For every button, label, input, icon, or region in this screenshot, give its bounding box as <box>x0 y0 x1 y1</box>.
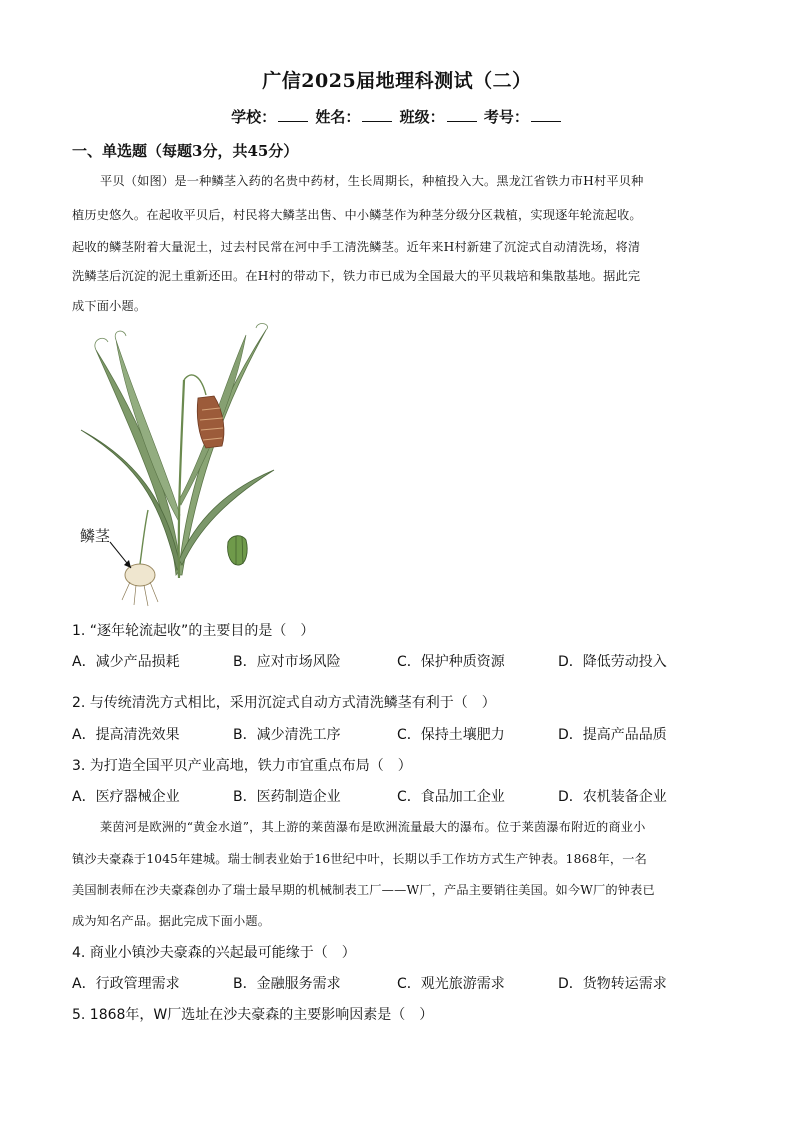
option-a[interactable]: A．医疗器械企业 <box>72 789 180 805</box>
question-stem: 3. 为打造全国平贝产业高地，铁力市宜重点布局（ ） <box>72 758 412 774</box>
option-c[interactable]: C．食品加工企业 <box>397 789 505 805</box>
number-label: 考号： <box>483 108 529 126</box>
class-blank[interactable] <box>447 108 477 122</box>
passage1-line: 平贝（如图）是一种鳞茎入药的名贵中药材，生长周期长，种植投入大。黑龙江省铁力市H村平贝种 <box>100 174 644 188</box>
question-stem: 1. “逐年轮流起收”的主要目的是（ ） <box>72 623 315 639</box>
option-b[interactable]: B．医药制造企业 <box>233 789 341 805</box>
number-blank[interactable] <box>531 108 561 122</box>
fritillaria-plant-illustration <box>76 320 276 608</box>
bulb-label: 鳞茎 <box>80 527 111 545</box>
passage1-line: 洗鳞茎后沉淀的泥土重新还田。在H村的带动下，铁力市已成为全国最大的平贝栽培和集散基地。据此完 <box>72 269 641 283</box>
option-c[interactable]: C．观光旅游需求 <box>397 976 505 992</box>
option-d[interactable]: D．降低劳动投入 <box>558 654 667 670</box>
exam-title: 广信2025届地理科测试（二） <box>262 70 532 92</box>
question-stem: 2. 与传统清洗方式相比，采用沉淀式自动方式清洗鳞茎有利于（ ） <box>72 695 496 711</box>
passage2-line: 美国制表师在沙夫豪森创办了瑞士最早期的机械制表工厂——W厂，产品主要销往美国。如今W厂的钟表已 <box>72 883 655 897</box>
name-label: 姓名： <box>315 108 361 126</box>
passage2-line: 莱茵河是欧洲的“黄金水道”，其上游的莱茵瀑布是欧洲流量最大的瀑布。位于莱茵瀑布附近的商业小 <box>100 820 646 834</box>
option-d[interactable]: D．农机装备企业 <box>558 789 667 805</box>
class-label: 班级： <box>399 108 445 126</box>
passage2-line: 镇沙夫豪森于1045年建城。瑞士制表业始于16世纪中叶，长期以手工作坊方式生产钟表。1868年，一名 <box>72 852 648 866</box>
option-b[interactable]: B．应对市场风险 <box>233 654 341 670</box>
school-blank[interactable] <box>278 108 308 122</box>
option-a[interactable]: A．减少产品损耗 <box>72 654 180 670</box>
passage1-line: 成下面小题。 <box>72 299 147 313</box>
question-stem: 4. 商业小镇沙夫豪森的兴起最可能缘于（ ） <box>72 945 356 961</box>
option-a[interactable]: A．提高清洗效果 <box>72 727 180 743</box>
passage1-line: 起收的鳞茎附着大量泥土，过去村民常在河中手工清洗鳞茎。近年来H村新建了沉淀式自动清洗场，将清 <box>72 240 641 254</box>
passage2-line: 成为知名产品。据此完成下面小题。 <box>72 914 271 928</box>
section-heading: 一、单选题（每题3分，共45分） <box>72 142 299 160</box>
option-d[interactable]: D．货物转运需求 <box>558 976 667 992</box>
name-blank[interactable] <box>362 108 392 122</box>
option-c[interactable]: C．保持土壤肥力 <box>397 727 505 743</box>
option-a[interactable]: A．行政管理需求 <box>72 976 180 992</box>
option-b[interactable]: B．金融服务需求 <box>233 976 341 992</box>
option-c[interactable]: C．保护种质资源 <box>397 654 505 670</box>
option-b[interactable]: B．减少清洗工序 <box>233 727 341 743</box>
option-d[interactable]: D．提高产品品质 <box>558 727 667 743</box>
school-label: 学校： <box>231 108 277 126</box>
student-info-line <box>0 106 794 127</box>
question-stem: 5. 1868年，W厂选址在沙夫豪森的主要影响因素是（ ） <box>72 1007 434 1023</box>
passage1-line: 植历史悠久。在起收平贝后，村民将大鳞茎出售、中小鳞茎作为种茎分级分区栽植，实现逐年轮流起收。 <box>72 208 642 222</box>
